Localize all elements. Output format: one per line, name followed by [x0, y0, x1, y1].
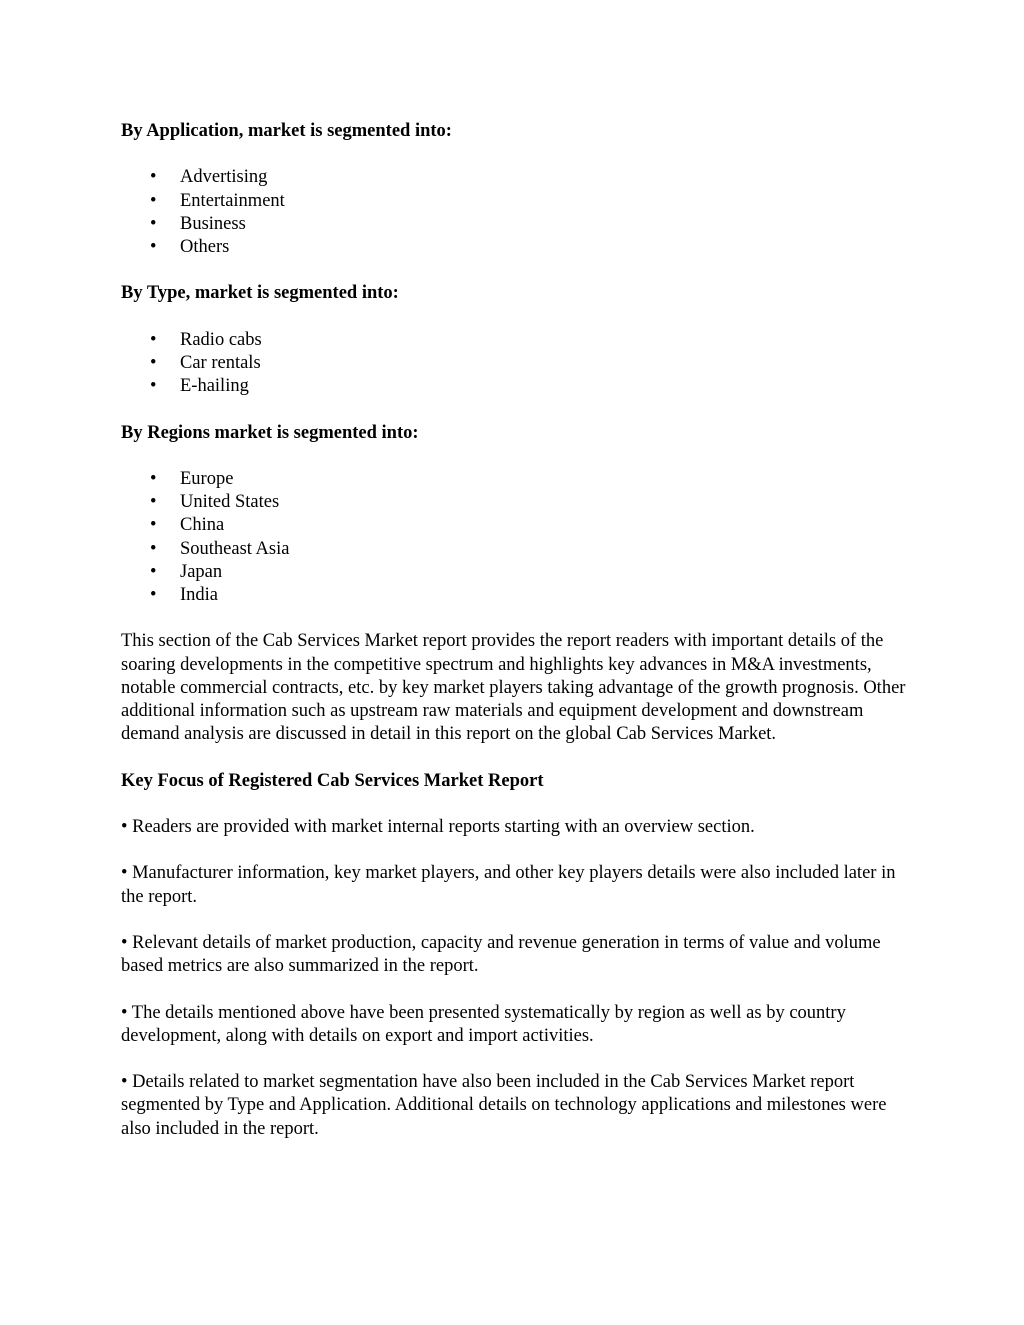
bullet-icon: • — [150, 538, 157, 559]
key-focus-point: • Details related to market segmentation have also been included in the Cab Services Market report segmented by Type and Application. Additional details on technology applications and milestones were also included in the report. — [121, 1072, 887, 1139]
bullet-icon: • — [150, 213, 157, 234]
list-item: • Europe — [121, 468, 911, 491]
key-focus-point: • Readers are provided with market internal reports starting with an overview section. — [121, 816, 755, 837]
list-item: • India — [121, 584, 911, 607]
bullet-icon: • — [150, 237, 157, 257]
list-item: • Advertising — [121, 166, 911, 189]
bullet-icon: • — [150, 584, 157, 605]
list-item: • Radio cabs — [121, 329, 911, 352]
bullet-icon: • — [150, 190, 157, 211]
bullet-icon: • — [150, 352, 157, 373]
section-heading-application: By Application, market is segmented into: — [121, 121, 452, 141]
bullet-icon: • — [150, 329, 157, 350]
bullet-icon: • — [150, 515, 157, 536]
bullet-icon: • — [150, 468, 157, 489]
bullet-icon: • — [150, 561, 157, 582]
intro-paragraph: This section of the Cab Services Market report provides the report readers with important details of the soaring developments in the competitive spectrum and highlights key advances in M&A investments, notable commercial contracts, etc. by key market players taking advantage of the growth prognosis. Other additional information such as upstream raw materials and equipment development and downstream demand analysis are discussed in detail in this report on the global Cab Services Market. — [121, 631, 906, 745]
key-focus-heading: Key Focus of Registered Cab Services Market Report — [121, 770, 544, 791]
list-item: • Southeast Asia — [121, 538, 911, 561]
key-focus-point: • Relevant details of market production, capacity and revenue generation in terms of value and volume based metrics are also summarized in the report. — [121, 932, 881, 977]
list-item: • Japan — [121, 561, 911, 584]
section-heading-type: By Type, market is segmented into: — [121, 283, 399, 304]
list-item: • Others — [121, 236, 911, 259]
regions-list — [121, 468, 911, 607]
document-content — [121, 120, 911, 1141]
list-item: • Car rentals — [121, 352, 911, 375]
bullet-icon: • — [150, 167, 157, 188]
bullet-icon: • — [150, 492, 157, 513]
bullet-icon: • — [150, 376, 157, 397]
application-list — [121, 166, 911, 259]
section-heading-regions: By Regions market is segmented into: — [121, 422, 419, 443]
list-item: • United States — [121, 491, 911, 514]
key-focus-point: • Manufacturer information, key market players, and other key players details were also included later in the report. — [121, 863, 896, 907]
list-item: • E-hailing — [121, 375, 911, 398]
type-list — [121, 329, 911, 399]
list-item: • China — [121, 514, 911, 537]
key-focus-point: • The details mentioned above have been presented systematically by region as well as by country development, along with details on export and import activities. — [121, 1002, 846, 1046]
list-item: • Entertainment — [121, 190, 911, 213]
list-item: • Business — [121, 213, 911, 236]
